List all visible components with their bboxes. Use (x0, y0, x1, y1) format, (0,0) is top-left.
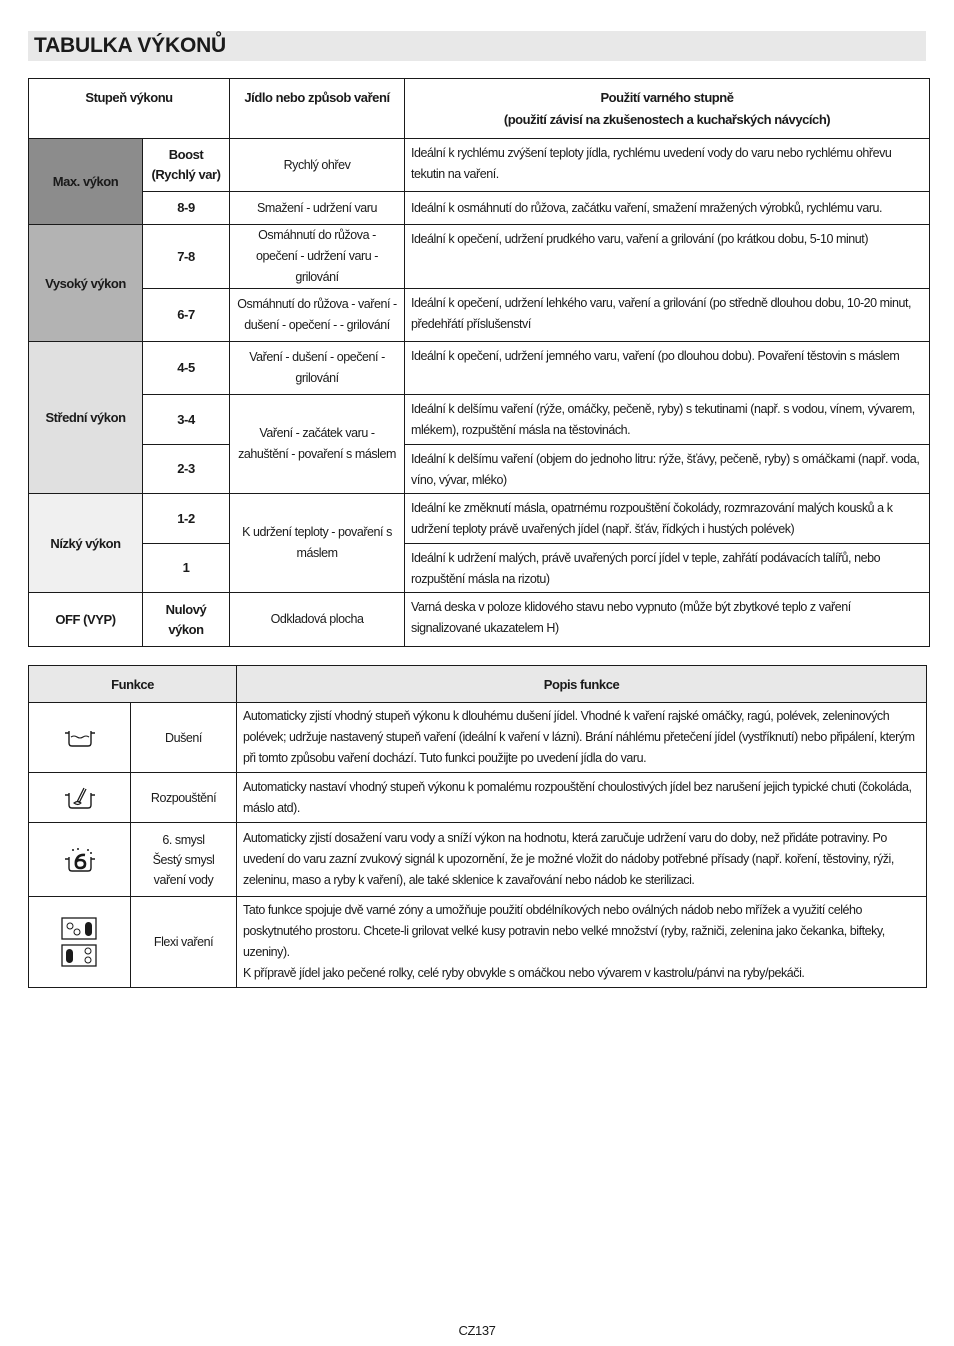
table-row (29, 823, 927, 897)
function-description: Automaticky zjistí dosažení varu vody a sníží výkon na hodnotu, která zaručuje udržení varu do doby, než přidáte potraviny. Po uvedení do varu zazní zvukový signál k upozornění, že je možné vložit do nádoby potřebné přísady (např. koření, těstoviny, rýži, zeleninu, maso a ryby k vaření), ale také sklenice k zavařování nebo nádob ke sterilizaci. (237, 823, 927, 897)
use-cell: Ideální ke změknutí másla, opatrnému rozpouštění čokolády, rozmrazování malých kousků a k udržení teploty právě uvařených jídel (např. šťáv, řídkých i hustých polévek) (405, 494, 930, 544)
page-number: CZ137 (458, 1323, 496, 1338)
function-name: Rozpouštění (131, 773, 237, 823)
table-row (29, 544, 930, 593)
function-description: Automaticky zjistí vhodný stupeň výkonu k dlouhému dušení jídel. Vhodné k vaření rajské omáčky, ragú, polévek, zeleninových polévek; udržuje nastavený stupeň vaření (ideální k vaření v lázni). Brání náhlému přetečení jídel (vystříknutí) nebo připálení, kterým při tomto způsobu vaření dochází. Tuto funkci použijte po uvedení jídla do varu. (237, 703, 927, 773)
function-description: Automaticky nastaví vhodný stupeň výkonu k pomalému rozpouštění choulostivých jídel bez narušení jejich typické chuti (čokoláda, máslo atd). (237, 773, 927, 823)
table-row (29, 494, 930, 544)
food-cell: Smažení - udržení varu (230, 192, 405, 225)
table-row (29, 342, 930, 395)
power-table-header (29, 79, 930, 139)
level-cell: 1 (143, 544, 230, 593)
category-low: Nízký výkon (29, 494, 143, 593)
function-description: Tato funkce spojuje dvě varné zóny a umožňuje použití obdélníkových nebo oválných nádob nebo mřížek a využití celého poskytnutého prostoru. Chcete-li grilovat velké kusy potravin nebo velké množství (ryby, ražniči, zelenina jako čekanka, bifteky, uzeniny). K přípravě jídel jako pečené rolky, celé ryby obvykle s omáčkou nebo vývarem v kastrolu/pánvi na ryby/pekáči. (237, 897, 927, 988)
level-cell: Boost (Rychlý var) (143, 139, 230, 192)
table-row (29, 773, 927, 823)
function-table (28, 665, 927, 988)
use-cell: Varná deska v poloze klidového stavu nebo vypnuto (může být zbytkové teplo z vaření signalizované ukazatelem H) (405, 593, 930, 647)
use-cell: Ideální k delšímu vaření (rýže, omáčky, pečeně, ryby) s tekutinami (např. s vodou, vínem, vývarem, mlékem), rozpuštění másla na těstovinách. (405, 395, 930, 445)
use-cell: Ideální k opečení, udržení jemného varu, vaření (po dlouhou dobu). Povaření těstovin s máslem (405, 342, 930, 395)
flexi-zone-icon (29, 897, 131, 988)
table-row (29, 593, 930, 647)
use-cell: Ideální k delšímu vaření (objem do jednoho litru: rýže, šťávy, pečeně, ryby) s omáčkami (např. voda, víno, vývar, mléko) (405, 445, 930, 494)
table-row (29, 225, 930, 289)
table-row (29, 395, 930, 445)
power-table (28, 78, 930, 647)
use-cell: Ideální k opečení, udržení prudkého varu, vaření a grilování (po krátkou dobu, 5-10 minut) (405, 225, 930, 289)
food-cell: Vaření - dušení - opečení - grilování (230, 342, 405, 395)
level-cell: 4-5 (143, 342, 230, 395)
level-cell: 1-2 (143, 494, 230, 544)
page-title: TABULKA VÝKONŮ (34, 34, 227, 57)
function-name: Dušení (131, 703, 237, 773)
pot-icon (29, 703, 131, 773)
table-row (29, 445, 930, 494)
use-cell: Ideální k opečení, udržení lehkého varu, vaření a grilování (po středně dlouhou dobu, 10-20 minut, předehřátí příslušenství (405, 289, 930, 342)
food-cell: Osmáhnutí do růžova - opečení - udržení varu - grilování (230, 225, 405, 289)
food-cell: K udržení teploty - povaření s máslem (230, 494, 405, 593)
melt-pot-icon (29, 773, 131, 823)
header-food: Jídlo nebo způsob vaření (230, 79, 405, 139)
food-cell: Odkladová plocha (230, 593, 405, 647)
header-function: Funkce (29, 666, 237, 703)
table-row (29, 289, 930, 342)
table-row (29, 897, 927, 988)
table-row (29, 192, 930, 225)
header-description: Popis funkce (237, 666, 927, 703)
level-cell: 7-8 (143, 225, 230, 289)
table-row (29, 139, 930, 192)
category-high: Vysoký výkon (29, 225, 143, 342)
sixth-sense-icon (29, 823, 131, 897)
level-cell: 3-4 (143, 395, 230, 445)
food-cell: Osmáhnutí do růžova - vaření - dušení - opečení - - grilování (230, 289, 405, 342)
food-cell: Rychlý ohřev (230, 139, 405, 192)
use-cell: Ideální k rychlému zvýšení teploty jídla, rychlému uvedení vody do varu nebo rychlému ohřevu tekutin na vaření. (405, 139, 930, 192)
level-cell: 6-7 (143, 289, 230, 342)
header-use: Použití varného stupně (použití závisí na zkušenostech a kuchařských návycích) (405, 79, 930, 139)
level-cell: Nulový výkon (143, 593, 230, 647)
use-cell: Ideální k osmáhnutí do růžova, začátku vaření, smažení mražených výrobků, rychlému varu. (405, 192, 930, 225)
table-row (29, 703, 927, 773)
category-max: Max. výkon (29, 139, 143, 225)
title-bar (28, 31, 926, 61)
level-cell: 8-9 (143, 192, 230, 225)
function-name: 6. smysl Šestý smysl vaření vody (131, 823, 237, 897)
function-table-header (29, 666, 927, 703)
category-medium: Střední výkon (29, 342, 143, 494)
category-off: OFF (VYP) (29, 593, 143, 647)
header-level: Stupeň výkonu (29, 79, 230, 139)
function-name: Flexi vaření (131, 897, 237, 988)
level-cell: 2-3 (143, 445, 230, 494)
food-cell: Vaření - začátek varu - zahuštění - povaření s máslem (230, 395, 405, 494)
use-cell: Ideální k udržení malých, právě uvařených porcí jídel v teple, zahřátí podávacích talířů, nebo rozpuštění másla na rizotu) (405, 544, 930, 593)
